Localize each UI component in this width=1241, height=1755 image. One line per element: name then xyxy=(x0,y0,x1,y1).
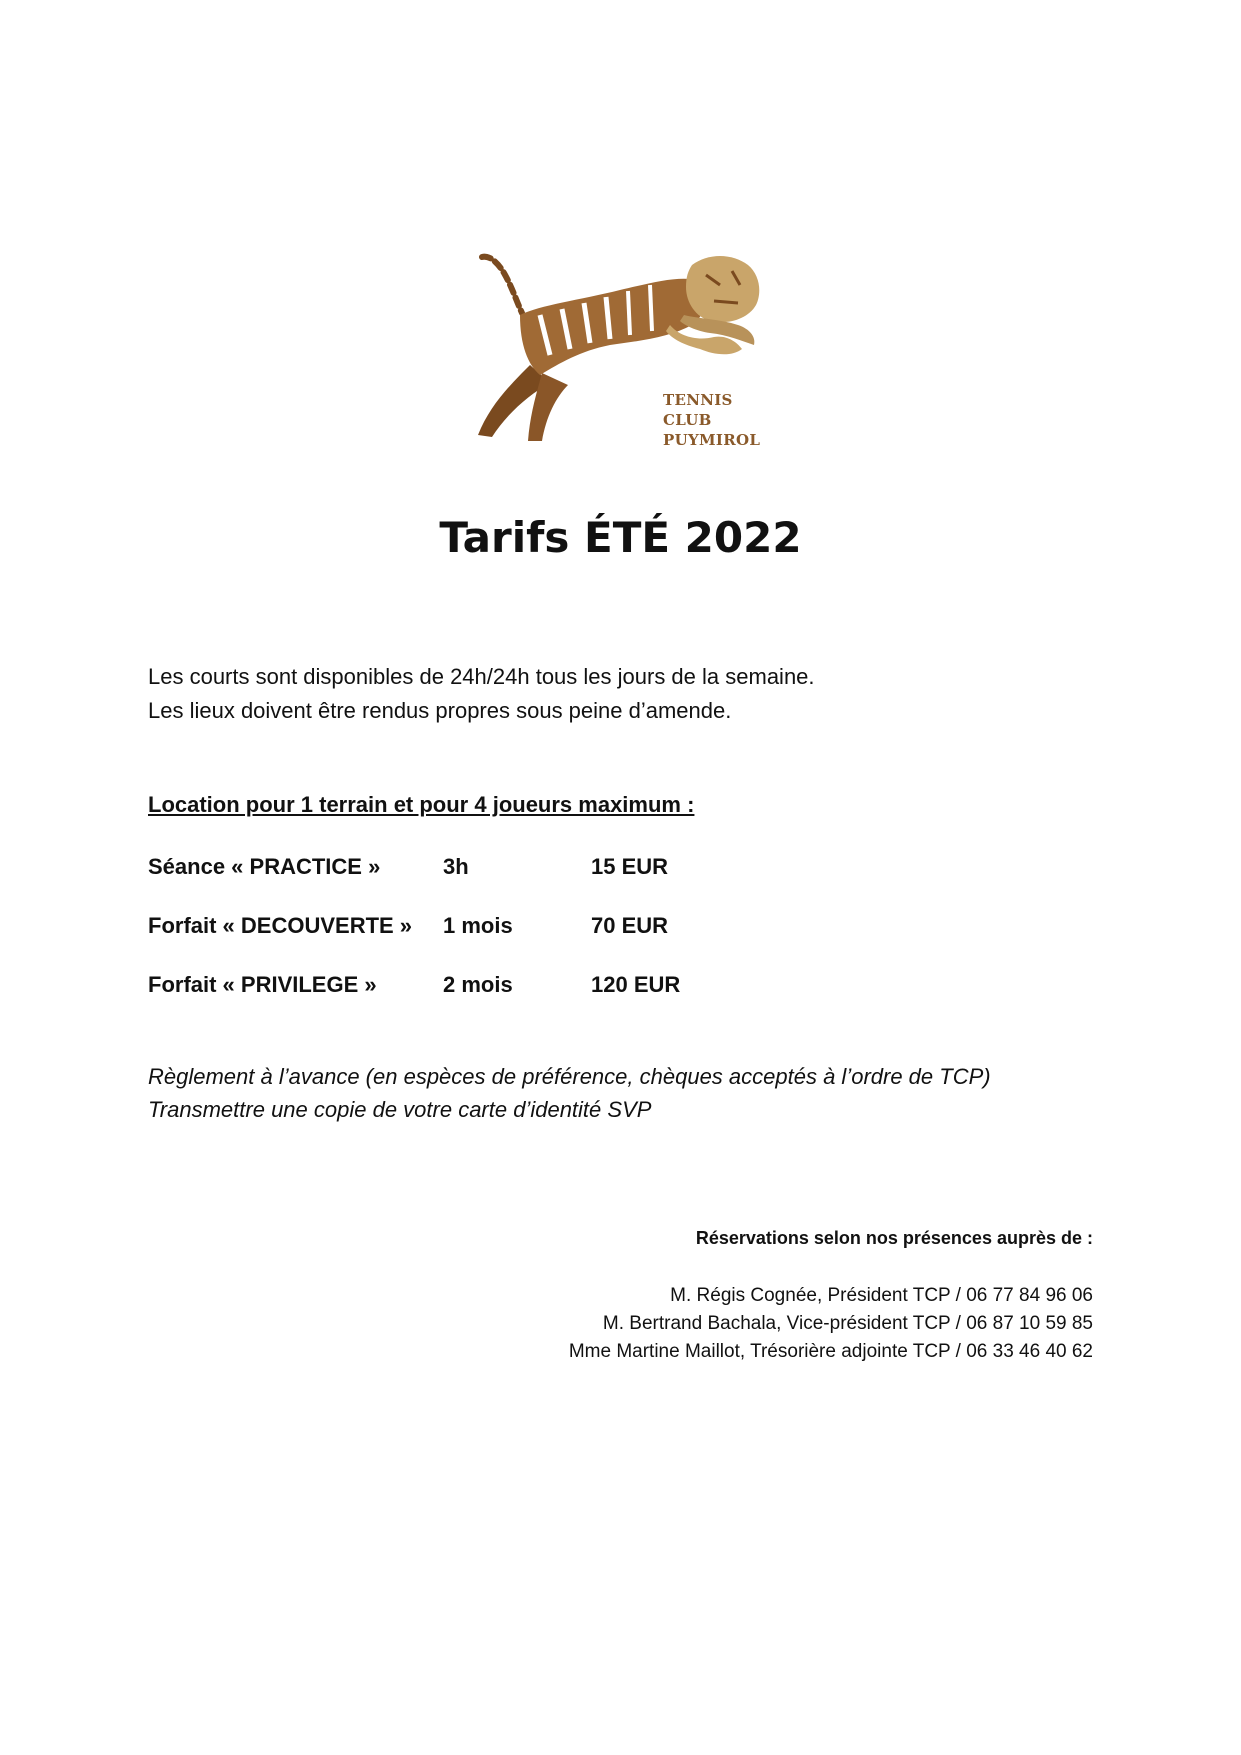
contact-list xyxy=(569,1282,1093,1366)
rate-row-decouverte xyxy=(148,911,848,941)
intro-line: Les courts sont disponibles de 24h/24h tous les jours de la semaine. xyxy=(148,664,815,689)
note-line: Règlement à l’avance (en espèces de préférence, chèques acceptés à l’ordre de TCP) xyxy=(148,1064,991,1089)
rate-duration: 3h xyxy=(443,854,469,879)
rate-row-practice xyxy=(148,852,848,882)
rate-duration: 1 mois xyxy=(443,913,513,938)
logo-text xyxy=(663,390,760,450)
note-line: Transmettre une copie de votre carte d’identité SVP xyxy=(148,1097,652,1122)
rate-duration: 2 mois xyxy=(443,972,513,997)
contact-line: Mme Martine Maillot, Trésorière adjointe TCP / 06 33 46 40 62 xyxy=(568,1341,1093,1362)
rate-price: 120 EUR xyxy=(591,972,681,997)
page-title: Tarifs ÉTÉ 2022 xyxy=(439,513,802,562)
contact-line: M. Régis Cognée, Président TCP / 06 77 84 96 06 xyxy=(670,1285,1093,1306)
rate-price: 70 EUR xyxy=(591,913,669,938)
club-logo xyxy=(470,245,770,460)
intro-text xyxy=(148,660,815,728)
rate-name: Séance « PRACTICE » xyxy=(148,854,381,879)
rate-name: Forfait « PRIVILEGE » xyxy=(148,972,377,997)
rate-price: 15 EUR xyxy=(591,854,669,879)
intro-line: Les lieux doivent être rendus propres sous peine d’amende. xyxy=(148,698,732,723)
rate-name: Forfait « DECOUVERTE » xyxy=(148,913,413,938)
logo-text-line: TENNIS xyxy=(663,391,733,409)
contact-heading: Réservations selon nos présences auprès de : xyxy=(695,1228,1093,1248)
payment-notes xyxy=(148,1060,991,1126)
rate-row-privilege xyxy=(148,970,848,1000)
logo-text-line: CLUB xyxy=(663,411,712,429)
contact-line: M. Bertrand Bachala, Vice-président TCP / 06 87 10 59 85 xyxy=(602,1313,1093,1334)
logo-text-line: PUYMIROL xyxy=(663,431,761,449)
location-heading: Location pour 1 terrain et pour 4 joueurs maximum : xyxy=(148,792,695,817)
